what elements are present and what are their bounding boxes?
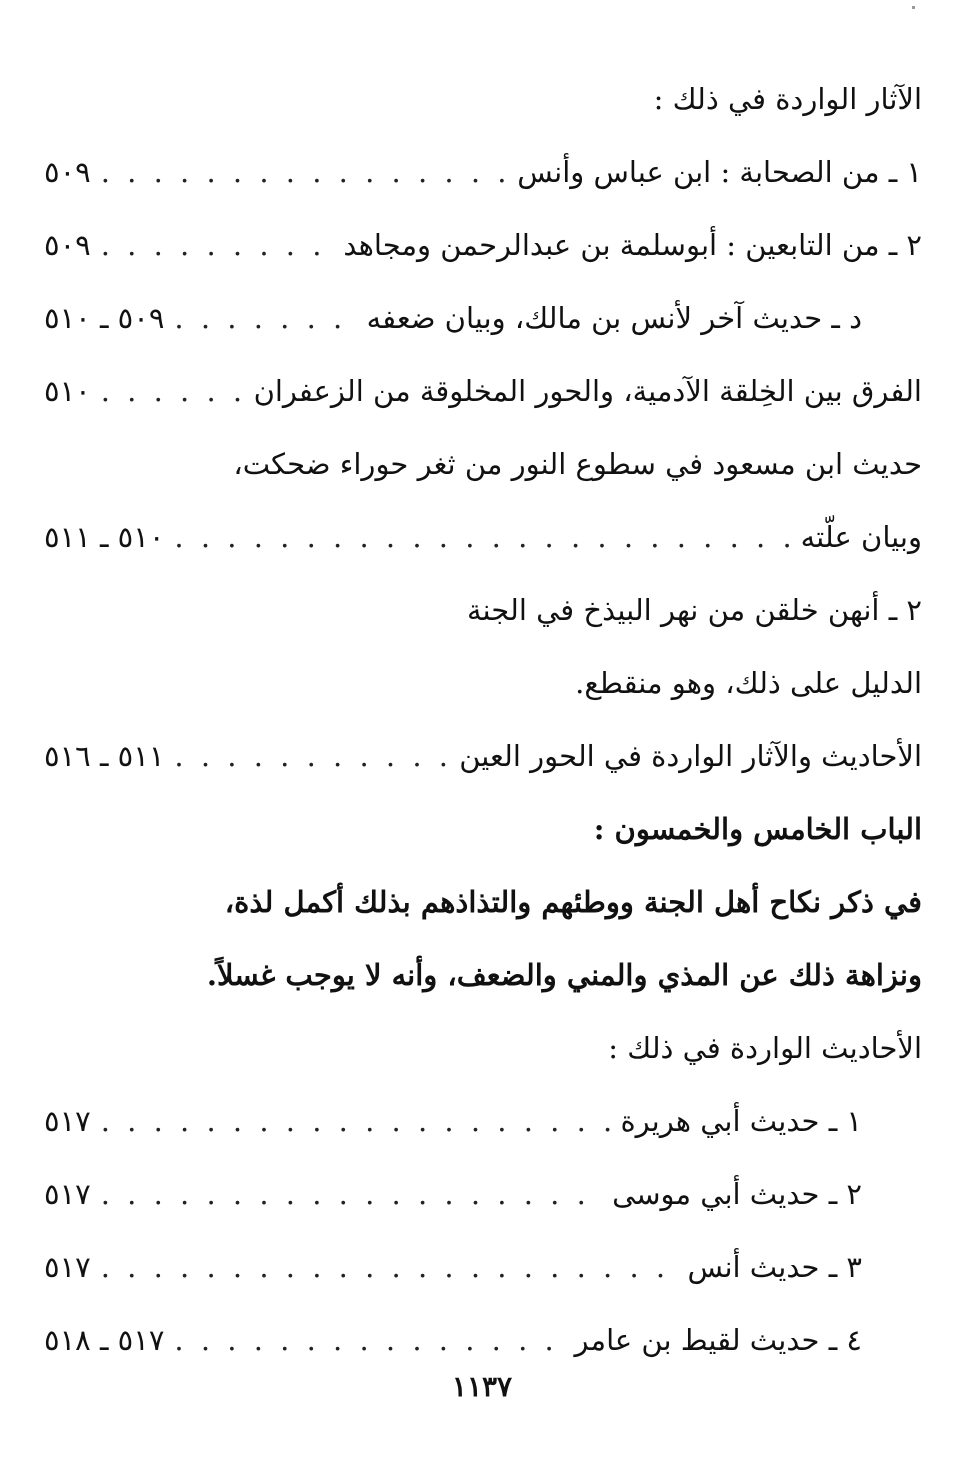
entry-text: الدليل على ذلك، وهو منقطع. [575,665,922,700]
entry-page: ٥١٧ [44,1103,91,1138]
entry-text: د ـ حديث آخر لأنس بن مالك، وبيان ضعفه [366,300,862,335]
dot-leader [101,1104,611,1138]
entry-text: ٣ ـ حديث أنس [687,1249,862,1284]
entry-text: ١ ـ من الصحابة : ابن عباس وأنس [517,154,922,189]
corner-mark [912,6,915,9]
entry-text: ٢ ـ أنهن خلقن من نهر البيذخ في الجنة [467,592,922,627]
entry-text: ٤ ـ حديث لقيط بن عامر [574,1322,862,1357]
dot-leader [174,1323,564,1357]
page-number: ١١٣٧ [451,1370,513,1403]
chapter-title [44,865,922,938]
chapter-title [44,938,922,1011]
entry-text: في ذكر نكاح أهل الجنة ووطئهم والتذاذهم بذلك أكمل لذة، [224,884,922,919]
index-line [44,354,922,427]
entry-text: الباب الخامس والخمسون : [593,811,922,846]
index-page [44,62,922,1376]
entry-page: ٥١١ ـ ٥١٦ [44,738,165,773]
index-line [44,1084,922,1157]
entry-text: حديث ابن مسعود في سطوع النور من ثغر حوراء ضحكت، [233,446,922,481]
index-line [44,427,922,500]
entry-text: ٢ ـ حديث أبي موسى [612,1176,862,1211]
entry-page: ٥٠٩ ـ ٥١٠ [44,300,165,335]
index-line [44,719,922,792]
entry-page: ٥٠٩ [44,154,91,189]
entry-page: ٥١٠ [44,373,91,408]
index-line [44,208,922,281]
entry-page: ٥١٧ [44,1249,91,1284]
index-line [44,1303,922,1376]
entry-text: الآثار الواردة في ذلك : [653,81,922,116]
entry-text: ١ ـ حديث أبي هريرة [620,1103,862,1138]
index-line [44,281,922,354]
chapter-heading [44,792,922,865]
entry-text: ٢ ـ من التابعين : أبوسلمة بن عبدالرحمن ومجاهد [343,227,922,262]
entry-page: ٥١٧ [44,1176,91,1211]
dot-leader [101,374,244,408]
entry-text: ونزاهة ذلك عن المذي والمني والضعف، وأنه لا يوجب غسلاً. [206,957,922,992]
index-line [44,1230,922,1303]
entry-text: الفرق بين الخِلقة الآدمية، والحور المخلوقة من الزعفران [253,373,922,408]
dot-leader [101,228,334,262]
dot-leader [101,155,507,189]
index-line [44,62,922,135]
index-line [44,1011,922,1084]
dot-leader [174,301,356,335]
dot-leader [174,520,790,554]
index-line [44,1157,922,1230]
index-line [44,135,922,208]
index-line [44,500,922,573]
dot-leader [174,739,449,773]
entry-text: الأحاديث الواردة في ذلك : [608,1030,922,1065]
entry-text: الأحاديث والآثار الواردة في الحور العين [459,738,922,773]
dot-leader [101,1250,678,1284]
entry-page: ٥١٠ ـ ٥١١ [44,519,165,554]
index-line [44,573,922,646]
entry-text: وبيان علّته [800,519,922,554]
entry-page: ٥١٧ ـ ٥١٨ [44,1322,165,1357]
index-line [44,646,922,719]
entry-page: ٥٠٩ [44,227,91,262]
dot-leader [101,1177,602,1211]
